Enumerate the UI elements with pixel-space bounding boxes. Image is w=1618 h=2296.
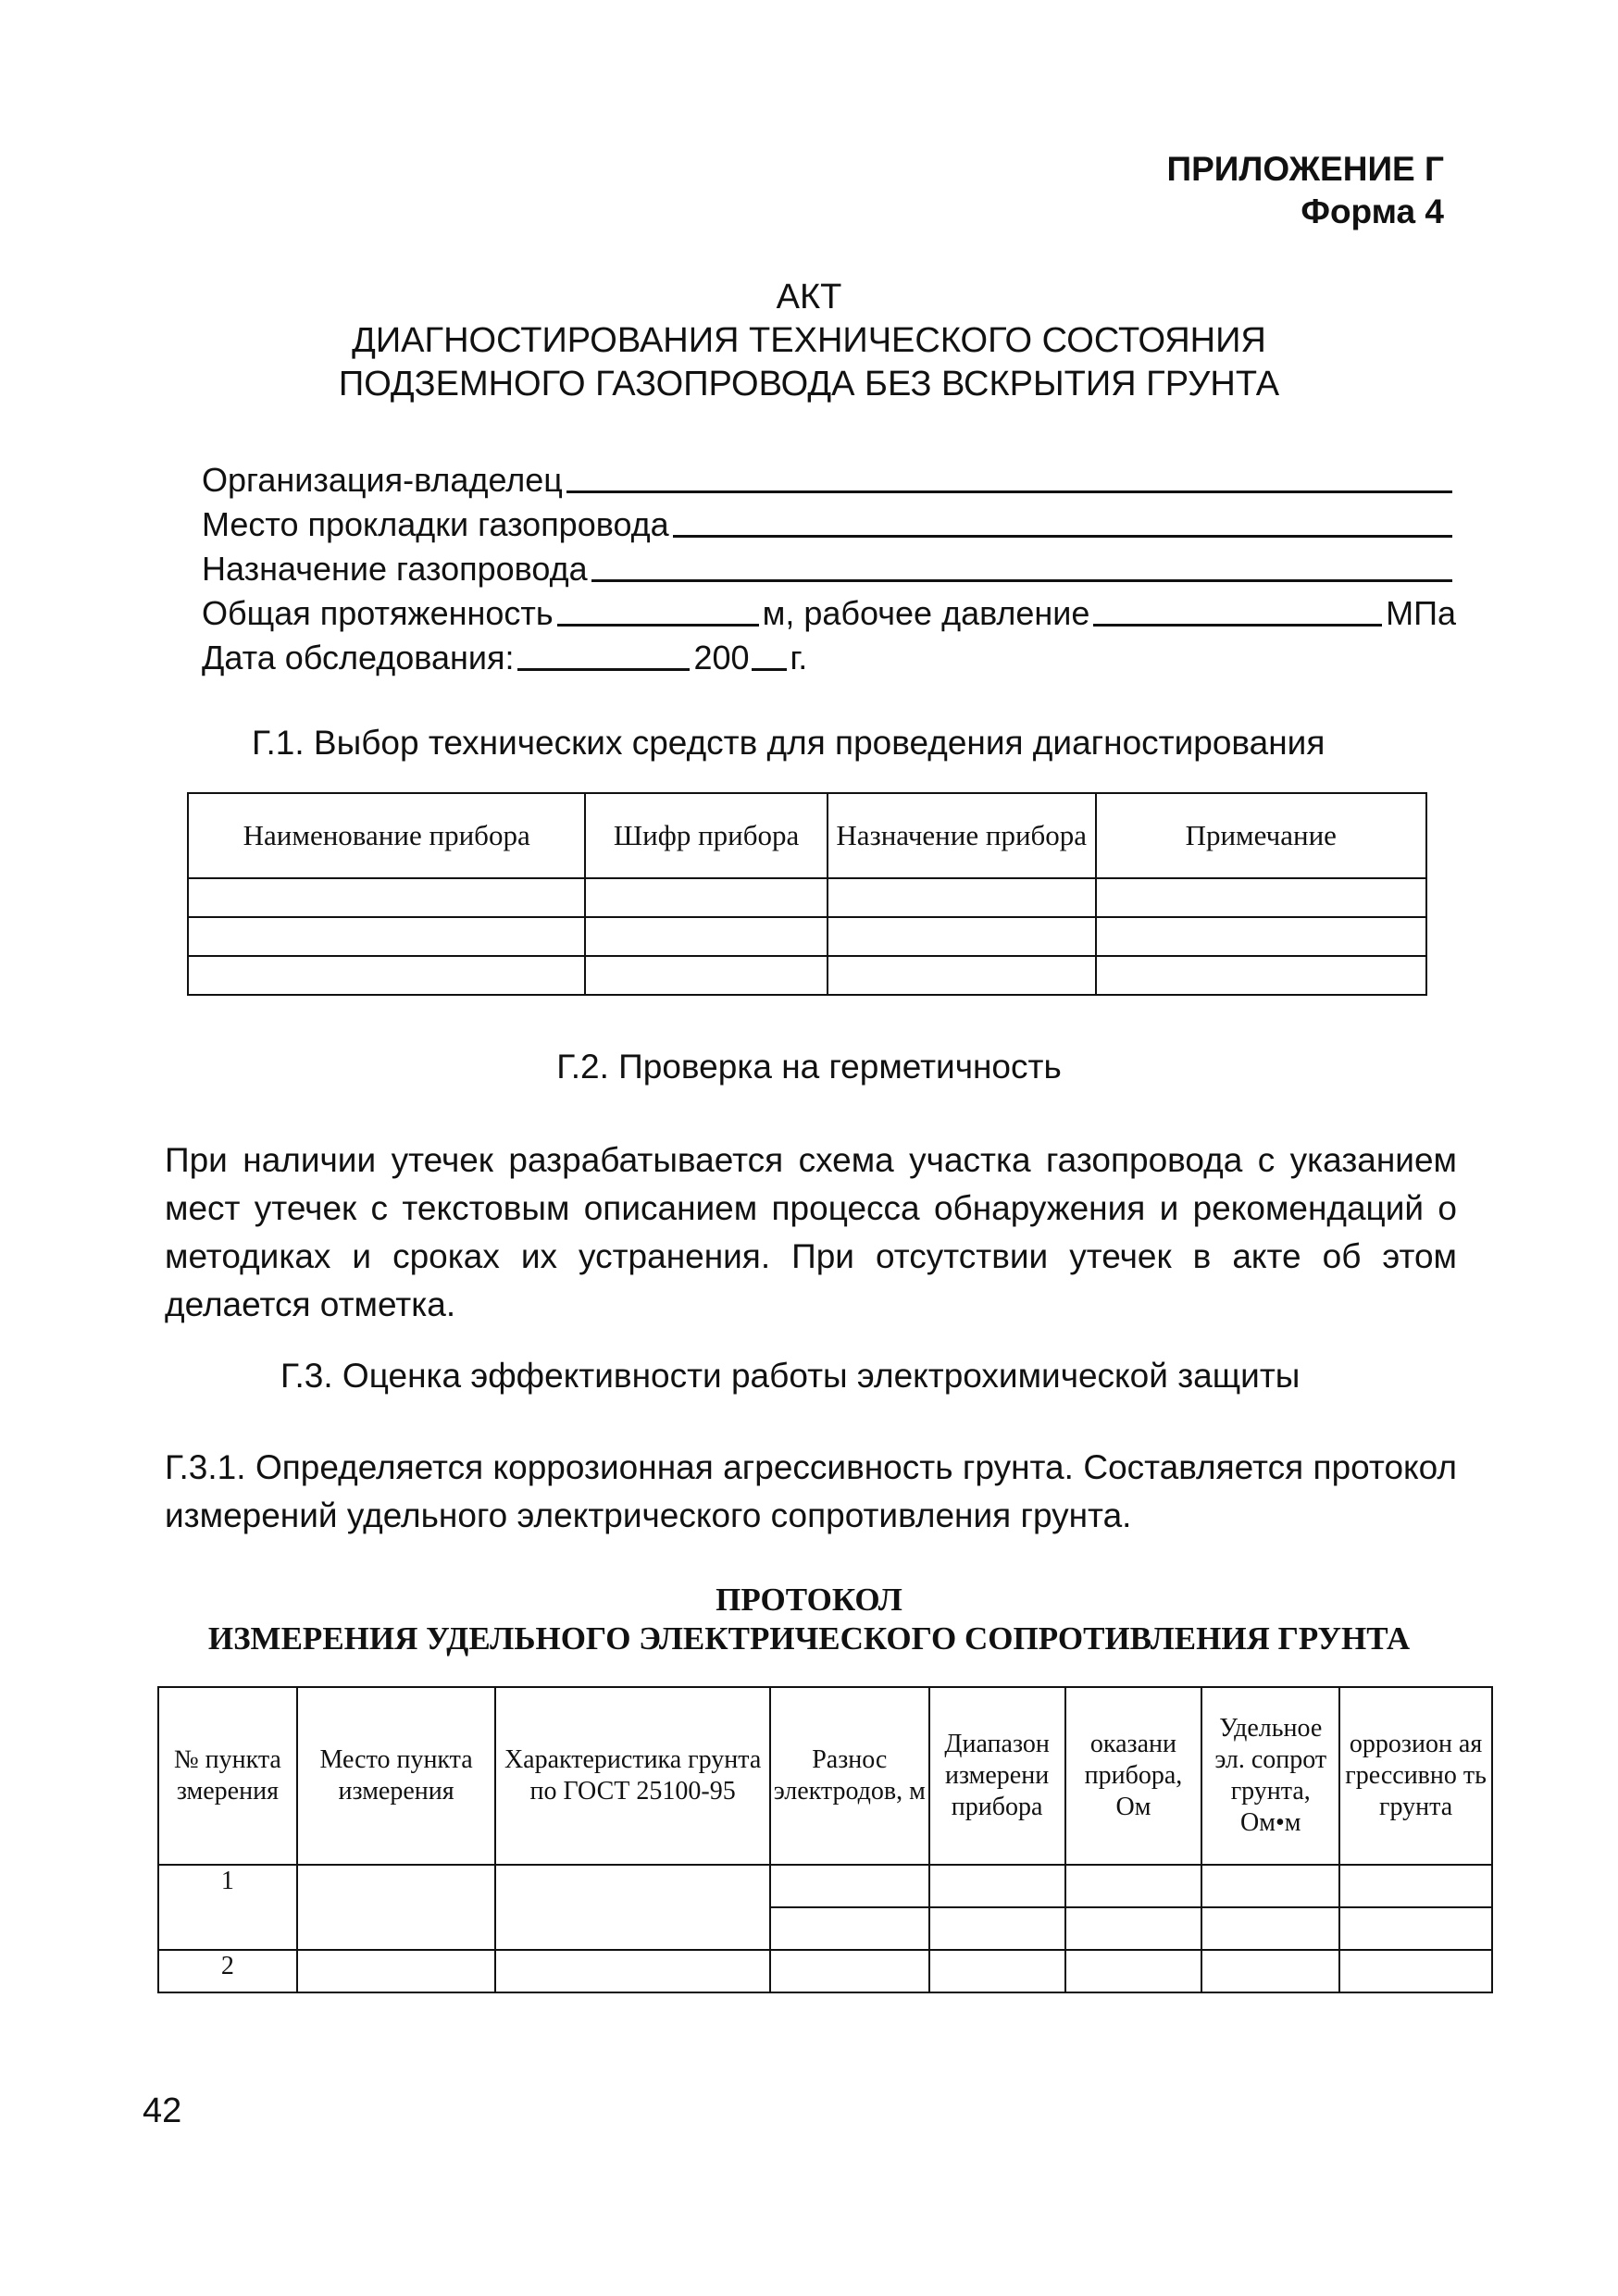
tech-means-table — [187, 792, 1427, 996]
table-cell[interactable] — [585, 917, 828, 956]
title-line-2: ДИАГНОСТИРОВАНИЯ ТЕХНИЧЕСКОГО СОСТОЯНИЯ — [352, 321, 1266, 360]
table-cell[interactable] — [1201, 1950, 1339, 1992]
table-cell[interactable] — [585, 878, 828, 917]
table-cell[interactable] — [1339, 1865, 1492, 1907]
date-field — [202, 633, 1456, 677]
table-cell[interactable] — [1339, 1950, 1492, 1992]
purpose-blank[interactable] — [591, 548, 1452, 582]
table-cell[interactable] — [1201, 1865, 1339, 1907]
table-cell[interactable] — [1065, 1907, 1202, 1950]
col-point-number: № пункта змерения — [158, 1687, 297, 1865]
appendix-header — [1167, 148, 1445, 233]
table-cell[interactable] — [828, 956, 1096, 995]
table-cell[interactable] — [770, 1907, 929, 1950]
table-row — [188, 956, 1426, 995]
table-cell[interactable] — [297, 1950, 496, 1992]
table-cell[interactable] — [929, 1907, 1065, 1950]
purpose-label: Назначение газопровода — [202, 550, 588, 588]
pressure-unit: МПа — [1386, 594, 1456, 632]
title-line-1: АКТ — [776, 278, 842, 316]
purpose-field — [202, 544, 1456, 589]
protocol-title-line-2: ИЗМЕРЕНИЯ УДЕЛЬНОГО ЭЛЕКТРИЧЕСКОГО СОПРОТИВЛЕНИЯ ГРУНТА — [207, 1620, 1411, 1657]
table-header-row — [188, 793, 1426, 878]
table-cell[interactable] — [828, 917, 1096, 956]
col-electrode-spacing: Разнос электродов, м — [770, 1687, 929, 1865]
g2-text: При наличии утечек разрабатывается схема участка газопровода с указанием мест утечек с текстовым описанием процесса обнаружения и рекомендаций о методиках и сроках их устранения. При отсутствии утечек в акте об этом делается отметка. — [165, 1141, 1457, 1323]
col-device-reading: оказани прибора, Ом — [1065, 1687, 1202, 1865]
location-field — [202, 500, 1456, 544]
table-row — [158, 1950, 1492, 1992]
table-cell[interactable] — [188, 878, 585, 917]
pressure-blank[interactable] — [1093, 592, 1382, 627]
table-cell[interactable] — [929, 1950, 1065, 1992]
document-title — [0, 276, 1618, 406]
table-cell[interactable] — [1096, 956, 1427, 995]
table-cell[interactable] — [1201, 1907, 1339, 1950]
g2-heading: Г.2. Проверка на герметичность — [556, 1048, 1062, 1086]
table-cell[interactable] — [495, 1865, 769, 1950]
row-number: 1 — [158, 1865, 297, 1950]
table-cell[interactable] — [495, 1950, 769, 1992]
col-note: Примечание — [1096, 793, 1427, 878]
table-cell[interactable] — [770, 1950, 929, 1992]
table-cell[interactable] — [1065, 1865, 1202, 1907]
table-cell[interactable] — [1096, 878, 1427, 917]
table-cell[interactable] — [1339, 1907, 1492, 1950]
table-cell[interactable] — [828, 878, 1096, 917]
table-row — [188, 878, 1426, 917]
owner-field — [202, 455, 1456, 500]
g1-heading: Г.1. Выбор технических средств для проведения диагностирования — [252, 724, 1326, 762]
length-unit-label: м, рабочее давление — [762, 594, 1090, 632]
table-cell[interactable] — [188, 956, 585, 995]
location-blank[interactable] — [673, 503, 1452, 538]
location-label: Место прокладки газопровода — [202, 505, 669, 543]
table-cell[interactable] — [929, 1865, 1065, 1907]
table-cell[interactable] — [1065, 1950, 1202, 1992]
col-device-range: Диапазон измерени прибора — [929, 1687, 1065, 1865]
col-corrosivity: оррозион ая грессивно ть грунта — [1339, 1687, 1492, 1865]
table-header-row — [158, 1687, 1492, 1865]
owner-label: Организация-владелец — [202, 461, 563, 499]
protocol-table — [157, 1686, 1493, 1993]
year-blank[interactable] — [752, 637, 787, 671]
appendix-label: ПРИЛОЖЕНИЕ Г — [1166, 150, 1444, 188]
table-cell[interactable] — [1096, 917, 1427, 956]
table-cell[interactable] — [188, 917, 585, 956]
table-row — [158, 1865, 1492, 1907]
col-resistivity: Удельное эл. сопрот грунта, Ом•м — [1201, 1687, 1339, 1865]
page-number: 42 — [143, 2091, 182, 2130]
year-prefix: 200 — [693, 639, 750, 676]
length-field — [202, 589, 1456, 633]
col-device-name: Наименование прибора — [188, 793, 585, 878]
length-label: Общая протяженность — [202, 594, 554, 632]
owner-blank[interactable] — [566, 459, 1452, 493]
year-suffix: г. — [790, 639, 808, 676]
col-point-location: Место пункта измерения — [297, 1687, 496, 1865]
form-fields — [202, 455, 1456, 677]
table-cell[interactable] — [585, 956, 828, 995]
protocol-title-line-1: ПРОТОКОЛ — [716, 1582, 902, 1618]
table-row — [188, 917, 1426, 956]
date-blank[interactable] — [517, 637, 690, 671]
col-device-code: Шифр прибора — [585, 793, 828, 878]
col-soil-characteristic: Характеристика грунта по ГОСТ 25100-95 — [495, 1687, 769, 1865]
col-device-purpose: Назначение прибора — [828, 793, 1096, 878]
g3-heading: Г.3. Оценка эффективности работы электрохимической защиты — [280, 1357, 1301, 1395]
table-cell[interactable] — [297, 1865, 496, 1950]
length-blank[interactable] — [557, 592, 759, 627]
table-cell[interactable] — [770, 1865, 929, 1907]
row-number: 2 — [158, 1950, 297, 1992]
protocol-title — [0, 1581, 1618, 1658]
title-line-3: ПОДЗЕМНОГО ГАЗОПРОВОДА БЕЗ ВСКРЫТИЯ ГРУНТА — [338, 365, 1280, 403]
form-label: Форма 4 — [1301, 192, 1444, 230]
date-label: Дата обследования: — [202, 639, 515, 676]
g3-text: Г.3.1. Определяется коррозионная агрессивность грунта. Составляется протокол измерений удельного электрического сопротивления грунта. — [165, 1448, 1457, 1534]
